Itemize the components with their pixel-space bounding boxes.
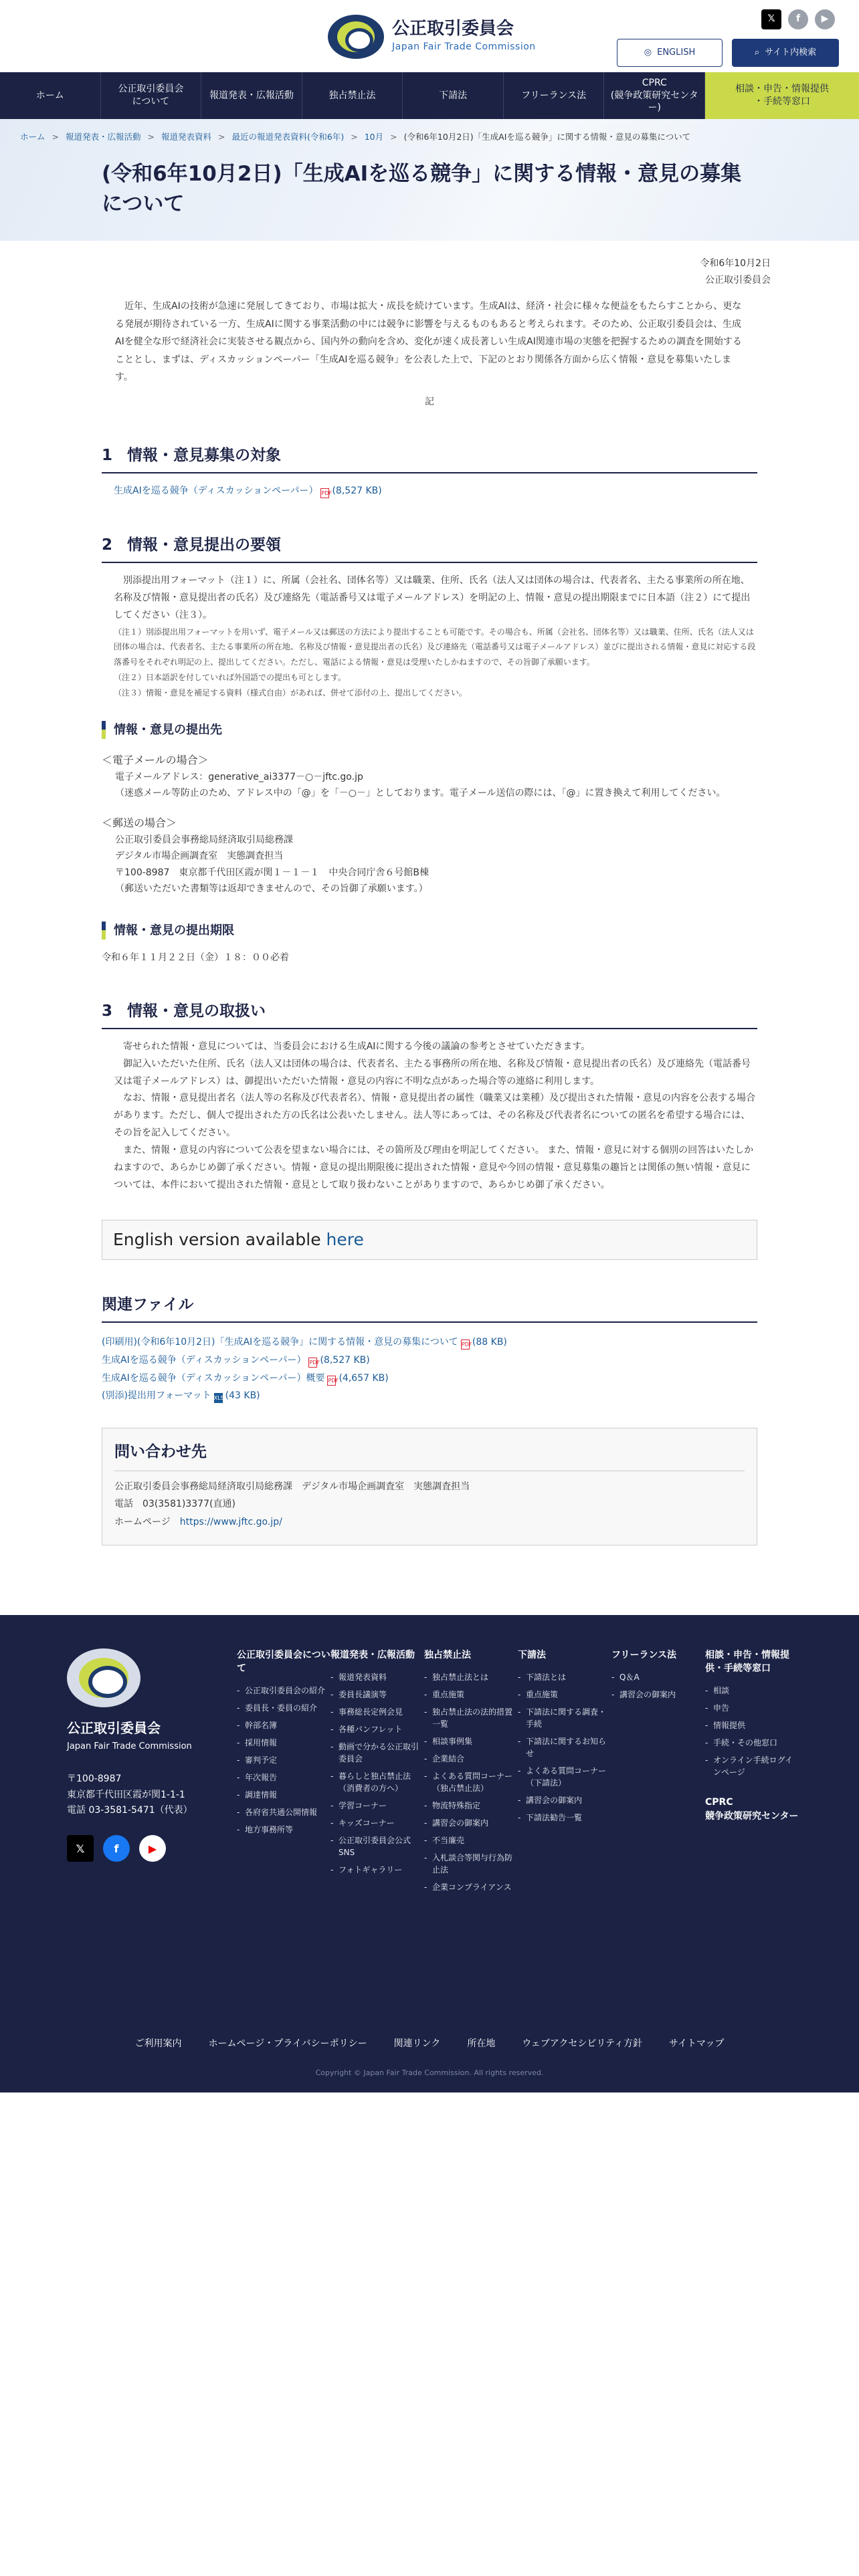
footer-column <box>611 1648 705 1899</box>
page-title: (令和6年10月2日)「生成AIを巡る競争」に関する情報・意見の募集について <box>102 162 742 216</box>
section-3-heading: 3 情報・意見の取扱い <box>102 998 757 1029</box>
footer-column-title[interactable]: フリーランス法 <box>611 1649 677 1660</box>
nav-item[interactable]: 相談・申告・情報提供 ・手続等窓口 <box>705 72 859 119</box>
related-file-link[interactable]: (別添)提出用フォーマット <box>102 1390 211 1402</box>
post-line-2: デジタル市場企画調査室 実態調査担当 <box>115 851 284 862</box>
breadcrumb-separator: > <box>390 132 397 142</box>
footer-link[interactable]: - 不当廉売 <box>424 1834 518 1846</box>
deadline-text: 令和６年１１月２２日（金）１８：００必着 <box>102 952 289 963</box>
footer-columns <box>237 1648 799 1899</box>
nav-item[interactable]: 下請法 <box>403 72 504 119</box>
related-file-link[interactable]: (印刷用)(令和6年10月2日)「生成AIを巡る競争」に関する情報・意見の募集について <box>102 1337 458 1348</box>
x-icon[interactable]: 𝕏 <box>761 9 781 29</box>
related-files-list <box>102 1333 757 1404</box>
site-logo[interactable] <box>328 15 536 59</box>
youtube-icon[interactable]: ▶ <box>815 9 835 29</box>
nav-item[interactable]: フリーランス法 <box>504 72 605 119</box>
file-size: (8,527 KB) <box>320 1354 370 1366</box>
facebook-icon[interactable]: f <box>103 1835 130 1862</box>
footer-link[interactable]: - 審判予定 <box>237 1754 330 1766</box>
footer-zip: 〒100-8987 <box>67 1773 122 1784</box>
global-nav <box>0 72 859 119</box>
breadcrumb-item[interactable]: 報道発表・広報活動 <box>66 132 141 142</box>
footer-cprc-link[interactable]: CPRC 競争政策研究センター <box>705 1797 799 1822</box>
footer-link[interactable]: - 地方事務所等 <box>237 1824 330 1836</box>
file-size: (8,527 KB) <box>332 485 382 496</box>
breadcrumb-separator: > <box>147 132 155 142</box>
footer-link[interactable]: - 情報提供 <box>705 1719 799 1731</box>
section-2-heading: 2 情報・意見提出の要領 <box>102 532 757 563</box>
footer-link[interactable]: - 独占禁止法とは <box>424 1671 518 1683</box>
breadcrumb-separator: > <box>52 132 59 142</box>
intro-paragraph: 近年、生成AIの技術が急速に発展してきており、市場は拡大・成長を続けています。生成AIは、経済・社会に様々な便益をもたらすことから、更なる発展が期待されている一方、生成AIに関する事業活動の中には競争に影響を与えるものもあると考えられます。そのため、公正取引委員会は、生成AIを健全な形で経済社会に実装させる観点から、国内外の動向を含め、変化が速く成長著しい生成AI関連市場の実態を把握するための調査を開始することとし、まずは、ディスカッションペーパー「生成AIを巡る競争」を公表した上で、下記のとおり関係各方面から広く情報・意見を募集いたします。 <box>115 301 742 383</box>
site-search-button[interactable]: ⌕ サイト内検索 <box>732 39 839 67</box>
footer-link[interactable]: - 入札談合等関与行為防止法 <box>424 1852 518 1876</box>
footer-bottom-link[interactable]: サイトマップ <box>668 2038 725 2049</box>
page-hero <box>0 119 859 241</box>
footer-address: 東京都千代田区霞が関1-1-1 <box>67 1789 185 1800</box>
post-line-3: 〒100-8987 東京都千代田区霞が関１－１－１ 中央合同庁舎６号館B棟 <box>115 867 430 878</box>
related-file-item <box>102 1387 757 1405</box>
ki-marker: 記 <box>425 396 434 407</box>
deadline-heading: 情報・意見の提出期限 <box>102 922 757 940</box>
footer-link[interactable]: - 報道発表資料 <box>330 1671 424 1683</box>
issuer: 公正取引委員会 <box>705 274 771 286</box>
x-icon[interactable]: 𝕏 <box>67 1835 94 1862</box>
breadcrumb-item[interactable]: 最近の報道発表資料(令和6年) <box>231 132 345 142</box>
note-1: （注１）別添提出用フォーマットを用いず、電子メール又は郵送の方法により提出することも可能です。その場合も、所属（会社名、団体名等）又は職業、住所、氏名（法人又は団体の場合は、代表者名、主たる事業所の所在地、名称及び情報・意見提出者の氏名）及び連絡先（電話番号又は電子メールアドレス）並びに提出される情報・意見に対応する段落番号をそれぞれ明記の上、提出してください。ただし、電話による情報・意見は受理いたしかねますので、その旨御了承願います。 <box>114 627 756 667</box>
discussion-paper-link[interactable]: 生成AIを巡る競争（ディスカッションペーパー） <box>114 485 318 496</box>
footer-name: 公正取引委員会 <box>67 1719 161 1736</box>
footer-link[interactable]: - 各府省共通公開情報 <box>237 1806 330 1818</box>
copyright: Copyright © Japan Fair Trade Commission. All rights reserved. <box>315 2068 544 2077</box>
handling-p1: 寄せられた情報・意見については、当委員会における生成AIに関する今後の議論の参考とさせていただきます。 <box>123 1041 591 1052</box>
publish-date: 令和6年10月2日 <box>700 258 771 269</box>
footer-tel: 電話 03-3581-5471（代表） <box>67 1805 193 1816</box>
footer-link[interactable]: - オンライン手続ログインページ <box>705 1754 799 1778</box>
youtube-icon[interactable]: ▶ <box>139 1835 166 1862</box>
footer-bottom-link[interactable]: 所在地 <box>467 2038 496 2049</box>
footer-link[interactable]: - 下請法に関するお知らせ <box>518 1735 611 1759</box>
related-file-item <box>102 1333 757 1352</box>
handling-p3: なお、情報・意見提出者名（法人等の名称及び代表者名）、情報・意見提出者の属性（職業又は業種）及び提出された情報・意見の内容を公表する場合があります。ただし、個人で提出された方の氏名は公表いたしません。法人等にあっては、その名称及び代表者名についての匿名を希望する場合には、その旨を記入してください。 <box>114 1093 755 1139</box>
footer-link[interactable]: - 委員長議演等 <box>330 1689 424 1701</box>
footer-link[interactable]: - よくある質問コーナー（独占禁止法） <box>424 1770 518 1794</box>
footer-column-title[interactable]: 報道発表・広報活動 <box>330 1649 415 1660</box>
english-button[interactable]: ◎ ENGLISH <box>617 39 723 67</box>
breadcrumb-separator: > <box>351 132 358 142</box>
footer-link[interactable]: - 相談 <box>705 1685 799 1697</box>
footer-link[interactable]: - 講習会の御案内 <box>518 1794 611 1806</box>
search-icon: ⌕ <box>754 47 760 58</box>
section-1-heading: 1 情報・意見募集の対象 <box>102 443 757 473</box>
related-files-heading: 関連ファイル <box>102 1292 757 1323</box>
footer-bottom-link[interactable]: ウェブアクセシビリティ方針 <box>522 2038 642 2049</box>
main-content <box>102 241 771 1545</box>
footer-column <box>424 1648 518 1899</box>
footer-link[interactable]: - 調達情報 <box>237 1789 330 1801</box>
footer-link[interactable]: - 企業結合 <box>424 1753 518 1765</box>
email-address: 電子メールアドレス：generative_ai3377－○－jftc.go.jp <box>115 771 363 782</box>
handling-p4: また、情報・意見の内容について公表を望まない場合には、その箇所及び理由を明記してください。 また、情報・意見に対する個別の回答はいたしかねますので、あらかじめ御了承ください。情報・意見の提出期限後に提出された情報・意見や今回の情報・意見募集の趣旨とは関係の無い情報・意見については、本件において提出された情報・意見として取り扱わないことがありますので、あらかじめ御了承ください。 <box>114 1145 754 1190</box>
footer-link[interactable]: - 重点施策 <box>518 1689 611 1701</box>
footer-link[interactable]: - フォトギャラリー <box>330 1864 424 1876</box>
breadcrumb-item[interactable]: 10月 <box>364 132 384 142</box>
footer-link[interactable]: - 相談事例集 <box>424 1735 518 1747</box>
footer-column-title[interactable]: 独占禁止法 <box>424 1649 471 1660</box>
footer-link[interactable]: - 暮らしと独占禁止法（消費者の方へ） <box>330 1770 424 1794</box>
footer-link[interactable]: - 事務総長定例会見 <box>330 1706 424 1718</box>
footer-link[interactable]: - 学習コーナー <box>330 1800 424 1812</box>
footer-link[interactable]: - 採用情報 <box>237 1737 330 1749</box>
footer-bottom-links <box>0 2036 859 2052</box>
footer-link[interactable]: - 下請法勧告一覧 <box>518 1812 611 1824</box>
footer-link[interactable]: - 公正取引委員会の紹介 <box>237 1685 330 1697</box>
footer-column <box>705 1648 799 1899</box>
nav-item[interactable]: ホーム <box>0 72 101 119</box>
pdf-icon: PDF <box>308 1358 317 1368</box>
english-version-link[interactable]: here <box>326 1229 364 1249</box>
footer-link[interactable]: - 企業コンプライアンス <box>424 1881 518 1893</box>
site-footer <box>0 1615 859 2092</box>
contact-phone: 電話 03(3581)3377(直通) <box>114 1499 235 1510</box>
nav-item[interactable]: 独占禁止法 <box>302 72 403 119</box>
file-size: (4,657 KB) <box>339 1372 389 1384</box>
logo-name-en: Japan Fair Trade Commission <box>392 41 536 52</box>
breadcrumb-item[interactable]: 報道発表資料 <box>161 132 212 142</box>
logo-name-ja: 公正取引委員会 <box>392 18 514 39</box>
contact-heading: 問い合わせ先 <box>114 1439 745 1471</box>
footer-link[interactable]: - 重点施策 <box>424 1689 518 1701</box>
file-size: (43 KB) <box>225 1390 260 1402</box>
related-file-link[interactable]: 生成AIを巡る競争（ディスカッションペーパー） <box>102 1354 306 1366</box>
contact-dept: 公正取引委員会事務総局経済取引局総務課 デジタル市場企画調査室 実態調査担当 <box>114 1481 470 1492</box>
footer-column <box>237 1648 330 1899</box>
note-2: （注２）日本語訳を付していれば外国語での提出も可とします。 <box>114 672 347 682</box>
footer-link[interactable]: - 下請法に関する調査・手続 <box>518 1706 611 1730</box>
submission-destination-heading: 情報・意見の提出先 <box>102 721 757 739</box>
footer-bottom-link[interactable]: ご利用案内 <box>134 2038 182 2049</box>
excel-icon: XLS <box>214 1393 223 1403</box>
footer-link[interactable]: - キッズコーナー <box>330 1817 424 1829</box>
footer-link[interactable]: - 物流特殊指定 <box>424 1800 518 1812</box>
note-3: （注３）情報・意見を補足する資料（様式自由）があれば、併せて添付の上、提出してください。 <box>114 687 468 697</box>
related-file-item <box>102 1370 757 1388</box>
nav-item[interactable]: CPRC (競争政策研究センター) <box>604 72 705 119</box>
footer-link[interactable]: - 各種パンフレット <box>330 1723 424 1735</box>
nav-item[interactable]: 公正取引委員会 について <box>101 72 202 119</box>
footer-link[interactable]: - 幹部名簿 <box>237 1719 330 1731</box>
breadcrumb-item: (令和6年10月2日)「生成AIを巡る競争」に関する情報・意見の募集について <box>403 132 691 142</box>
submission-instructions: 別添提出用フォーマット（注１）に、所属（会社名、団体名等）又は職業、住所、氏名（法人又は団体の場合は、代表者名、主たる事業所の所在地、名称及び情報・意見提出者の氏名）及び連絡先（電話番号又は電子メールアドレス）を明記の上、情報・意見の提出期限までに日本語（注２）にて提出してください（注３）。 <box>114 574 751 621</box>
pdf-icon: PDF <box>461 1339 470 1350</box>
footer-column-title[interactable]: 相談・申告・情報提供・手続等窓口 <box>705 1649 789 1674</box>
footer-link[interactable]: - 独占禁止法の法的措置一覧 <box>424 1706 518 1730</box>
breadcrumb <box>20 130 690 144</box>
footer-link[interactable]: - 下請法とは <box>518 1671 611 1683</box>
pdf-icon: PDF <box>327 1376 336 1386</box>
breadcrumb-separator: > <box>218 132 225 142</box>
globe-icon: ◎ <box>644 47 652 58</box>
footer-link[interactable]: - 講習会の御案内 <box>611 1689 705 1701</box>
footer-logo-icon[interactable] <box>67 1648 140 1707</box>
email-note: （迷惑メール等防止のため、アドレス中の「@」を「－○－」としております。電子メール送信の際には、「@」に置き換えて利用してください。 <box>115 788 726 799</box>
email-heading: ＜電子メールの場合＞ <box>102 753 209 766</box>
related-file-link[interactable]: 生成AIを巡る競争（ディスカッションペーパー）概要 <box>102 1372 325 1384</box>
related-file-item <box>102 1352 757 1370</box>
header-social-links <box>761 9 835 29</box>
footer-bottom-link[interactable]: 関連リンク <box>393 2038 441 2049</box>
nav-item[interactable]: 報道発表・広報活動 <box>201 72 302 119</box>
footer-link[interactable]: - 手続・その他窓口 <box>705 1737 799 1749</box>
footer-link[interactable]: - Q＆A <box>611 1671 705 1683</box>
footer-bottom-link[interactable]: ホームページ・プライバシーポリシー <box>208 2038 367 2049</box>
site-header <box>0 0 859 72</box>
contact-homepage-link[interactable]: https://www.jftc.go.jp/ <box>179 1517 282 1528</box>
footer-link[interactable]: - 公正取引委員会公式SNS <box>330 1834 424 1858</box>
facebook-icon[interactable]: f <box>788 9 808 29</box>
footer-link[interactable]: - 講習会の御案内 <box>424 1817 518 1829</box>
footer-column <box>330 1648 424 1899</box>
english-version-box: English version available here <box>102 1220 757 1261</box>
post-heading: ＜郵送の場合＞ <box>102 816 177 829</box>
footer-link[interactable]: - 申告 <box>705 1702 799 1714</box>
footer-link[interactable]: - 委員長・委員の紹介 <box>237 1702 330 1714</box>
footer-link[interactable]: - 年次報告 <box>237 1772 330 1784</box>
footer-column <box>518 1648 611 1899</box>
breadcrumb-item[interactable]: ホーム <box>20 132 45 142</box>
footer-column-title[interactable]: 公正取引委員会について <box>237 1649 330 1674</box>
file-size: (88 KB) <box>472 1337 507 1348</box>
footer-name-en: Japan Fair Trade Commission <box>67 1741 192 1751</box>
footer-link[interactable]: - 動画で分かる公正取引委員会 <box>330 1741 424 1765</box>
logo-emblem-icon <box>328 15 384 59</box>
post-line-1: 公正取引委員会事務総局経済取引局総務課 <box>115 834 293 845</box>
pdf-icon: PDF <box>320 488 329 498</box>
post-line-4: （郵送いただいた書類等は返却できませんので、その旨御了承願います。） <box>115 883 428 895</box>
footer-column-title[interactable]: 下請法 <box>518 1649 546 1660</box>
footer-link[interactable]: - よくある質問コーナー（下請法） <box>518 1765 611 1789</box>
handling-p2: 御記入いただいた住所、氏名（法人又は団体の場合は、代表者名、主たる事務所の所在地、名称及び情報・意見提出者の氏名）及び連絡先（電話番号又は電子メールアドレス）は、御提出いただいた情報・意見の内容に不明な点があった場合等の連絡に利用します。 <box>114 1058 751 1087</box>
contact-box: 問い合わせ先 公正取引委員会事務総局経済取引局総務課 デジタル市場企画調査室 実態調査担当 電話 03(3581)3377(直通) ホームページ https://www.jftc.go.jp/ <box>102 1428 757 1545</box>
